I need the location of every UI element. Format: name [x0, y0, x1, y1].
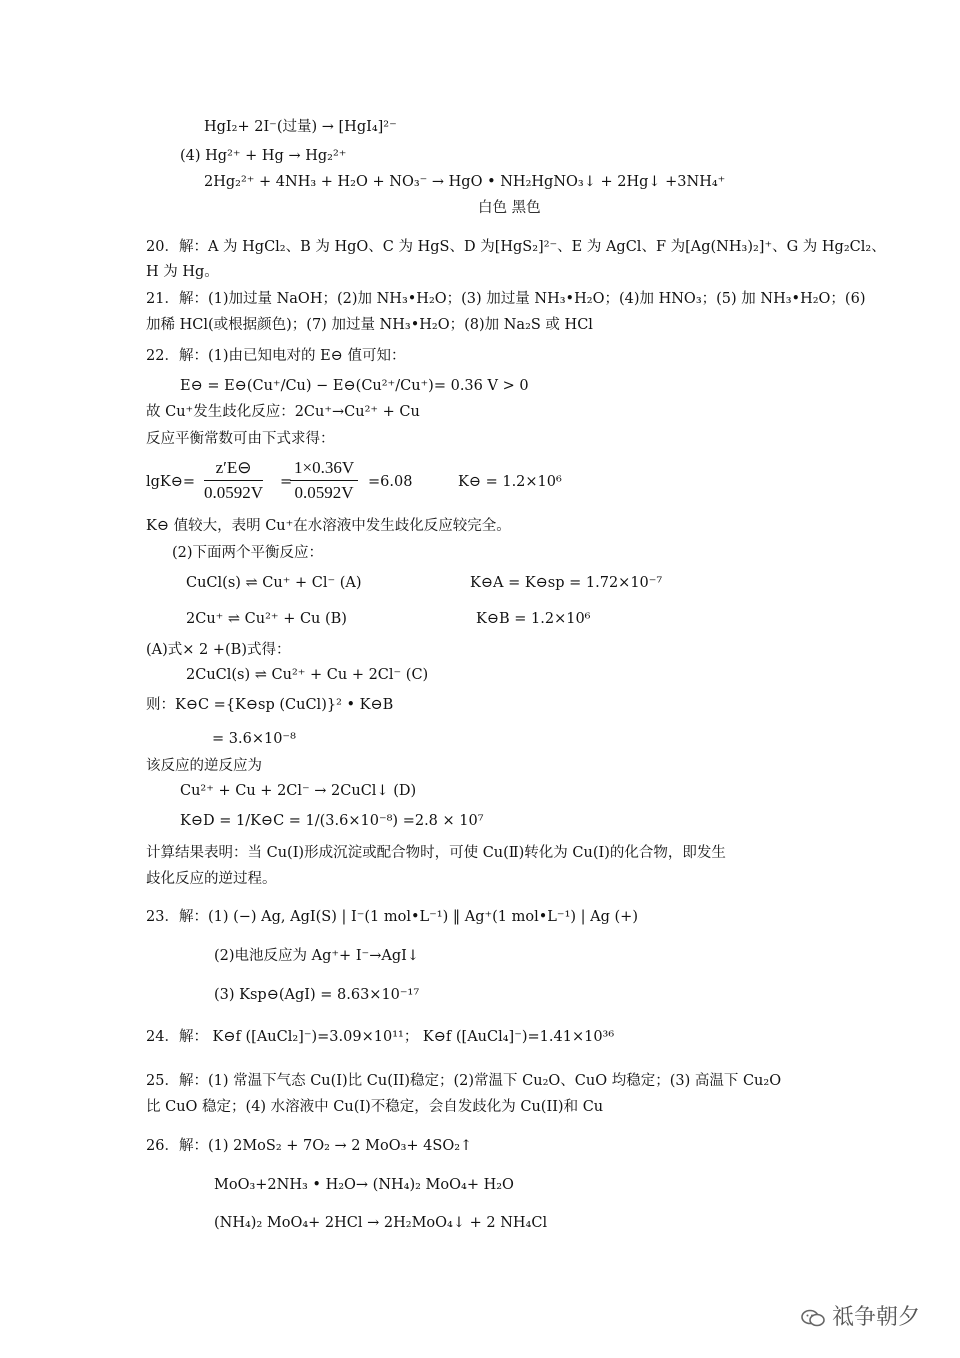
text-line: K⊖D = 1/K⊖C = 1/(3.6×10⁻⁸) =2.8 × 10⁷: [180, 813, 484, 829]
text-line: 故 Cu⁺发生歧化反应：2Cu⁺→Cu²⁺ + Cu: [146, 404, 420, 420]
text-line: (4) Hg²⁺ + Hg → Hg₂²⁺: [180, 148, 347, 164]
fraction-numerator: z′E⊖: [204, 458, 263, 481]
fraction: [290, 458, 358, 503]
fraction: [204, 458, 263, 503]
text-line: =6.08: [368, 474, 413, 490]
text-line: E⊖ = E⊖(Cu⁺/Cu) − E⊖(Cu²⁺/Cu⁺)= 0.36 V > 0: [180, 378, 529, 394]
text-line: K⊖ = 1.2×10⁶: [458, 474, 562, 490]
text-line: (2)下面两个平衡反应：: [172, 545, 324, 561]
text-line: = 3.6×10⁻⁸: [212, 731, 296, 747]
text-line: K⊖A = K⊖sp = 1.72×10⁻⁷: [470, 575, 663, 591]
text-line: 22．解：(1)由已知电对的 E⊖ 值可知：: [146, 348, 406, 364]
text-line: K⊖ 值较大，表明 Cu⁺在水溶液中发生歧化反应较完全。: [146, 518, 511, 534]
watermark-text: 祗争朝夕: [832, 1305, 921, 1330]
text-line: 计算结果表明：当 Cu(Ⅰ)形成沉淀或配合物时，可使 Cu(Ⅱ)转化为 Cu(Ⅰ)的化合物，即发生: [146, 845, 726, 861]
fraction-denominator: 0.0592V: [294, 483, 354, 502]
text-line: (3) Ksp⊖(AgI) = 8.63×10⁻¹⁷: [214, 987, 420, 1003]
wechat-icon: [800, 1308, 826, 1328]
text-line: 白色 黑色: [478, 200, 541, 216]
text-line: 比 CuO 稳定；(4) 水溶液中 Cu(I)不稳定，会自发歧化为 Cu(II)和 Cu: [146, 1099, 604, 1115]
watermark: [800, 1300, 920, 1331]
text-line: 25．解：(1) 常温下气态 Cu(I)比 Cu(II)稳定；(2)常温下 Cu₂O、CuO 均稳定；(3) 高温下 Cu₂O: [146, 1073, 782, 1089]
text-line: 2Cu⁺ ⇌ Cu²⁺ + Cu (B): [186, 611, 347, 627]
text-line: (2)电池反应为 Ag⁺+ I⁻→AgI↓: [214, 948, 419, 964]
fraction-joiner: =: [280, 474, 293, 490]
text-line: K⊖B = 1.2×10⁶: [476, 611, 591, 627]
text-line: 24．解： K⊖f ([AuCl₂]⁻)=3.09×10¹¹； K⊖f ([AuCl₄]⁻)=1.41×10³⁶: [146, 1029, 615, 1045]
fraction-numerator: 1×0.36V: [290, 458, 358, 481]
text-line: MoO₃+2NH₃ • H₂O→ (NH₄)₂ MoO₄+ H₂O: [214, 1177, 514, 1193]
text-line: H 为 Hg。: [146, 264, 219, 280]
text-line: 20．解：A 为 HgCl₂、B 为 HgO、C 为 HgS、D 为[HgS₂]²⁻、E 为 AgCl、F 为[Ag(NH₃)₂]⁺、G 为 Hg₂Cl₂、: [146, 239, 886, 255]
text-line: lgK⊖=: [146, 474, 196, 490]
fraction-denominator: 0.0592V: [204, 483, 264, 502]
text-line: 则：K⊖C ={K⊖sp (CuCl)}² • K⊖B: [146, 697, 394, 713]
text-line: 21．解：(1)加过量 NaOH；(2)加 NH₃•H₂O；(3) 加过量 NH₃•H₂O；(4)加 HNO₃；(5) 加 NH₃•H₂O；(6): [146, 291, 866, 307]
text-line: CuCl(s) ⇌ Cu⁺ + Cl⁻ (A): [186, 575, 362, 591]
text-line: 该反应的逆反应为: [146, 758, 262, 774]
text-line: Cu²⁺ + Cu + 2Cl⁻ → 2CuCl↓ (D): [180, 783, 417, 799]
text-line: 2Hg₂²⁺ + 4NH₃ + H₂O + NO₃⁻ → HgO • NH₂HgNO₃↓ + 2Hg↓ +3NH₄⁺: [204, 174, 726, 190]
text-line: 23．解：(1) (−) Ag, AgI(S) | I⁻(1 mol•L⁻¹) ‖ Ag⁺(1 mol•L⁻¹) | Ag (+): [146, 909, 638, 925]
text-line: 26．解：(1) 2MoS₂ + 7O₂ → 2 MoO₃+ 4SO₂↑: [146, 1138, 473, 1154]
text-line: 反应平衡常数可由下式求得：: [146, 431, 335, 447]
text-line: 加稀 HCl(或根据颜色)；(7) 加过量 NH₃•H₂O；(8)加 Na₂S 或 HCl: [146, 317, 593, 333]
text-line: 歧化反应的逆过程。: [146, 871, 277, 887]
text-line: HgI₂+ 2I⁻(过量) → [HgI₄]²⁻: [204, 119, 397, 135]
text-line: (NH₄)₂ MoO₄+ 2HCl → 2H₂MoO₄↓ + 2 NH₄Cl: [214, 1215, 548, 1231]
text-line: 2CuCl(s) ⇌ Cu²⁺ + Cu + 2Cl⁻ (C): [186, 667, 429, 683]
text-line: (A)式× 2 +(B)式得：: [146, 642, 291, 658]
